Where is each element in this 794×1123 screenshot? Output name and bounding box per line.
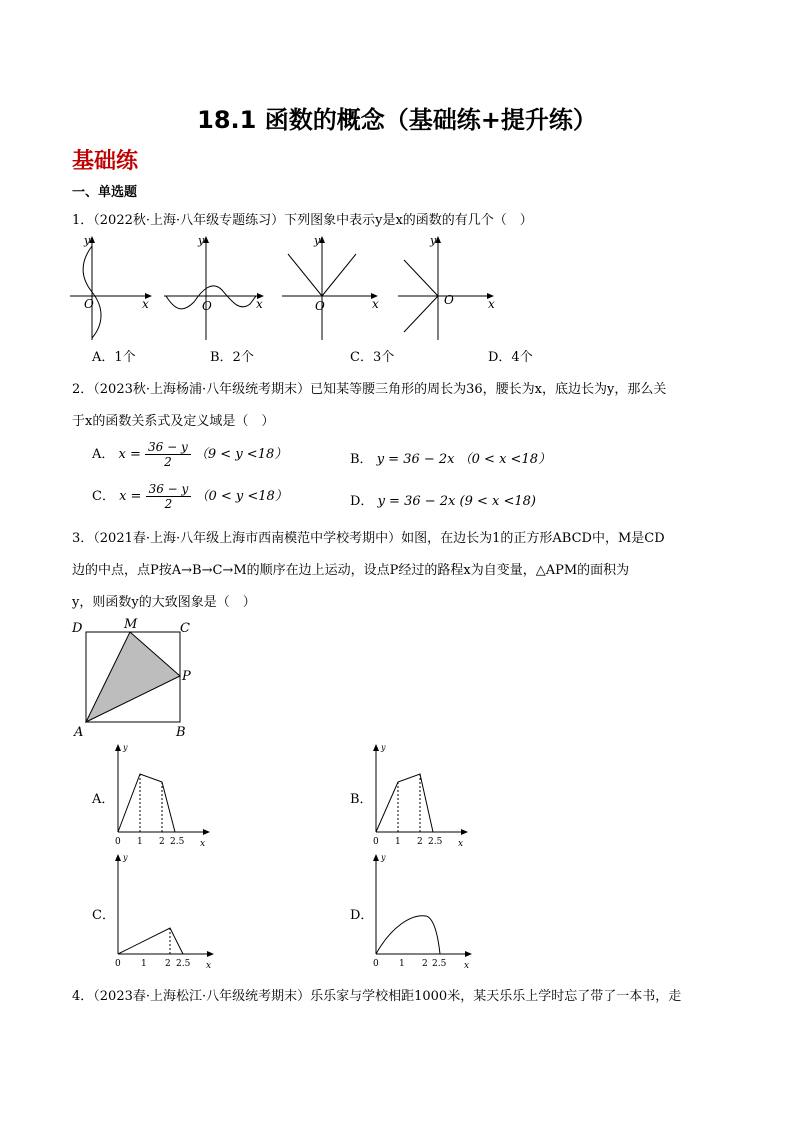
- tick-label-2: 2: [165, 959, 171, 969]
- axis-y-label: y: [314, 234, 321, 247]
- tick-label-1: 1: [395, 837, 401, 847]
- axis-y-label: y: [198, 234, 205, 247]
- q2-stem-line1: 2．（2023秋·上海杨浦·八年级统考期末）已知某等腰三角形的周长为36，腰长为x，底边长为y，那么关: [72, 382, 667, 397]
- axis-x-label: x: [142, 297, 149, 311]
- origin-label: O: [315, 299, 325, 313]
- tick-label-0: 0: [115, 959, 121, 969]
- domain-text: （0 < x <18）: [458, 452, 551, 467]
- q3-graph-a: [108, 742, 218, 848]
- q3-option-d[interactable]: D．: [350, 908, 374, 923]
- tick-label-2: 2: [417, 837, 423, 847]
- axis-y-label: y: [84, 234, 91, 247]
- page-title: 18.1 函数的概念（基础练+提升练）: [197, 106, 597, 134]
- q1-graph-2: [164, 232, 274, 342]
- fraction-numerator: 36 − y: [146, 482, 192, 497]
- q3-square-figure: [70, 614, 200, 740]
- axis-y-label: y: [123, 853, 128, 862]
- q3-option-c[interactable]: C．: [92, 908, 115, 923]
- q1-graph-4: [398, 232, 508, 342]
- axis-x-label: x: [256, 297, 263, 311]
- q1-option-a[interactable]: A．1个: [92, 350, 136, 365]
- option-label: C．: [92, 489, 115, 504]
- fraction-denominator: 2: [164, 497, 173, 511]
- axis-y-label: y: [381, 853, 386, 862]
- q3-stem-line2: 边的中点，点P按A→B→C→M的顺序在边上运动，设点P经过的路程x为自变量，△APM的面积为: [72, 563, 630, 578]
- q1-option-c[interactable]: C．3个: [350, 350, 395, 365]
- vertex-label-p: P: [182, 669, 191, 684]
- tick-label-1: 1: [137, 837, 143, 847]
- vertex-label-d: D: [72, 621, 83, 636]
- fraction-denominator: 2: [164, 455, 172, 469]
- fraction: [146, 482, 192, 511]
- q3-graph-b: [366, 742, 476, 848]
- q3-graph-d: [366, 852, 480, 970]
- section-heading: 基础练: [72, 149, 139, 174]
- formula: y = 36 − 2x: [377, 494, 456, 509]
- axis-y-label: y: [123, 743, 128, 752]
- q1-option-b[interactable]: B．2个: [210, 350, 254, 365]
- tick-label-0: 0: [373, 959, 379, 969]
- axis-x-label: x: [458, 839, 464, 849]
- q4-stem-line1: 4．（2023春·上海松江·八年级统考期末）乐乐家与学校相距1000米，某天乐乐上学时忘了带了一本书，走: [72, 989, 682, 1004]
- option-label: B．: [350, 452, 373, 467]
- tick-label-0: 0: [115, 837, 121, 847]
- q3-option-b[interactable]: B．: [350, 792, 373, 807]
- axis-x-label: x: [464, 961, 470, 971]
- q1-graph-3: [282, 232, 392, 342]
- vertex-label-m: M: [124, 617, 138, 632]
- tick-label-2: 2: [159, 837, 165, 847]
- option-label: D．: [350, 494, 374, 509]
- vertex-label-c: C: [180, 621, 190, 636]
- q3-stem-line3: y，则函数y的大致图象是（ ）: [72, 595, 256, 610]
- q2-option-d[interactable]: [350, 490, 536, 509]
- axis-x-label: x: [488, 297, 495, 311]
- tick-label-2-5: 2.5: [176, 959, 191, 969]
- axis-y-label: y: [381, 743, 386, 752]
- q2-option-b[interactable]: [350, 448, 551, 467]
- q3-stem-line1: 3．（2021春·上海·八年级上海市西南模范中学校考期中）如图，在边长为1的正方形ABCD中，M是CD: [72, 531, 665, 546]
- domain-text: （0 < y <18）: [195, 489, 288, 504]
- q3-graph-c: [108, 852, 222, 970]
- q3-option-a[interactable]: A．: [92, 792, 115, 807]
- q1-graph-1: [70, 232, 160, 342]
- q2-stem-line2: 于x的函数关系式及定义域是（ ）: [72, 414, 275, 429]
- q1-option-d[interactable]: D．4个: [488, 350, 533, 365]
- origin-label: O: [444, 293, 454, 307]
- tick-label-0: 0: [373, 837, 379, 847]
- subsection-heading: 一、单选题: [72, 185, 138, 200]
- q1-stem: 1．（2022秋·上海·八年级专题练习）下列图象中表示y是x的函数的有几个（ ）: [72, 213, 533, 228]
- domain-text: （9 < y <18）: [194, 447, 288, 462]
- tick-label-2-5: 2.5: [432, 959, 447, 969]
- axis-x-label: x: [372, 297, 379, 311]
- fraction-numerator: 36 − y: [145, 440, 191, 455]
- tick-label-1: 1: [399, 959, 405, 969]
- axis-x-label: x: [206, 961, 212, 971]
- vertex-label-a: A: [74, 725, 84, 740]
- origin-label: O: [84, 297, 94, 311]
- tick-label-2-5: 2.5: [428, 837, 443, 847]
- q2-option-a[interactable]: [92, 440, 287, 469]
- tick-label-1: 1: [141, 959, 147, 969]
- formula-lhs: x =: [119, 489, 142, 504]
- vertex-label-b: B: [176, 725, 186, 740]
- formula: y = 36 − 2x: [376, 452, 455, 467]
- fraction: [145, 440, 191, 469]
- option-label: A．: [92, 447, 115, 462]
- tick-label-2-5: 2.5: [170, 837, 185, 847]
- tick-label-2: 2: [422, 959, 428, 969]
- axis-x-label: x: [200, 839, 206, 849]
- domain-text: (9 < x <18): [459, 494, 537, 509]
- axis-y-label: y: [430, 234, 437, 247]
- formula-lhs: x =: [118, 447, 141, 462]
- q2-option-c[interactable]: [92, 482, 288, 511]
- origin-label: O: [202, 299, 212, 313]
